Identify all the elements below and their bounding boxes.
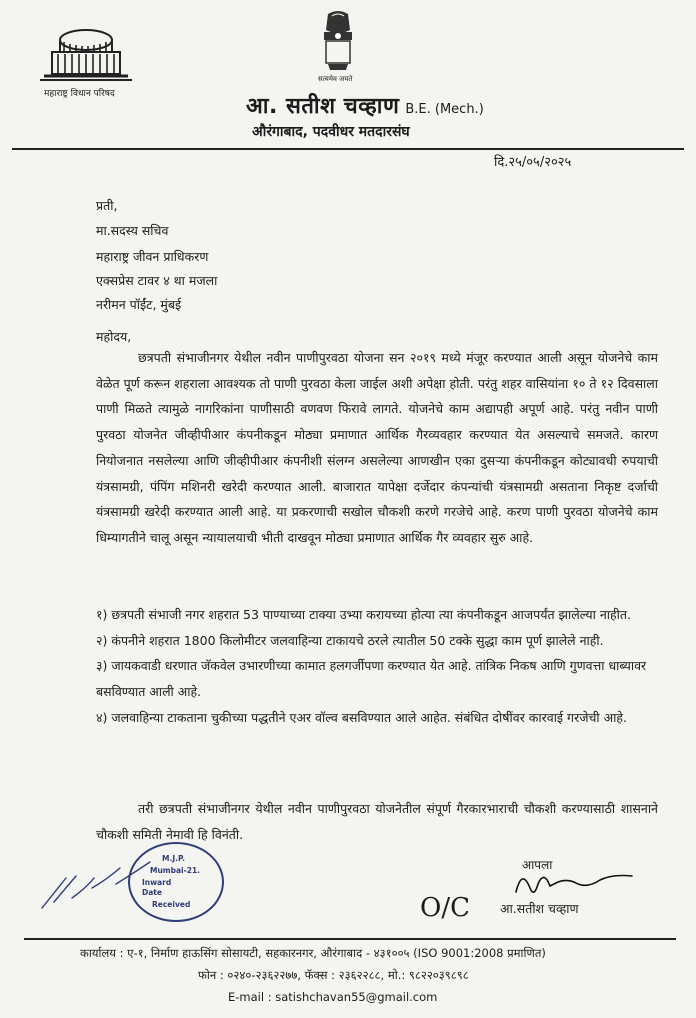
header-divider <box>12 148 684 150</box>
received-stamp <box>128 842 224 922</box>
oc-mark: O/C <box>420 893 470 923</box>
sender-degree: B.E. (Mech.) <box>405 102 484 117</box>
council-label: महाराष्ट्र विधान परिषद <box>44 89 115 99</box>
addressee-prefix: प्रती, <box>96 198 118 213</box>
stamp-status: Received <box>152 900 191 909</box>
emblem-motto: सत्यमेव जयते <box>318 75 353 83</box>
list-item: १) छत्रपती संभाजी नगर शहरात 53 पाण्याच्या टाक्या उभ्या करायच्या होत्या त्या कंपनीकडून आजपर्यंत झालेल्या नाहीत. <box>96 607 632 622</box>
sender-header <box>246 90 484 120</box>
lion-capital-icon <box>312 8 364 80</box>
sender-name: आ. सतीश चव्हाण <box>246 94 400 119</box>
addressee-line-4: नरीमन पॉईंट, मुंबई <box>96 297 182 312</box>
signature-greeting: आपला <box>522 858 553 872</box>
footer-email: E-mail : satishchavan55@gmail.com <box>228 990 438 1004</box>
list-item: ४) जलवाहिन्या टाकताना चुकीच्या पद्धतीने एअर वॉल्व बसविण्यात आले आहेत. संबंधित दोषींवर कारवाई गरजेची आहे. <box>96 709 628 725</box>
closing-paragraph: तरी छत्रपती संभाजीनगर येथील नवीन पाणीपुरवठा योजनेतील संपूर्ण गैरकारभाराची चौकशी करण्यासाठी शासनाने चौकशी समिती नेमावी हि विनंती. <box>96 801 658 842</box>
legislature-building-icon <box>36 22 136 88</box>
footer-divider <box>24 938 676 940</box>
letter-date: दि.२५/०५/२०२५ <box>494 155 572 170</box>
points-list <box>96 602 658 731</box>
addressee-line-2: महाराष्ट्र जीवन प्राधिकरण <box>96 249 209 264</box>
signatory-name: आ.सतीश चव्हाण <box>500 901 579 916</box>
stamp-date-label: Date <box>142 888 162 897</box>
list-item: २) कंपनीने शहरात 1800 किलोमीटर जलवाहिन्या टाकायचे ठरले त्यातील 50 टक्के सुद्धा काम पूर्ण झालेले नाही. <box>96 632 604 648</box>
signature-scribble <box>508 862 638 902</box>
stamp-city: Mumbai-21. <box>150 866 201 875</box>
national-emblem <box>312 8 364 80</box>
footer-phone: फोन : ०२४०-२३६२२७७, फॅक्स : २३६२२८८, मो.: ९८२२०३९८९८ <box>198 968 469 982</box>
addressee-line-1: मा.सदस्य सचिव <box>96 223 169 238</box>
addressee-line-3: एक्सप्रेस टावर ४ था मजला <box>96 273 218 288</box>
footer-office-address: कार्यालय : ए-१, निर्माण हाऊसिंग सोसायटी, सहकारनगर, औरंगाबाद - ४३१००५ (ISO 9001:2008 प्रमाणित) <box>80 946 546 960</box>
stamp-top: M.J.P. <box>162 854 185 863</box>
sender-constituency: औरंगाबाद, पदवीधर मतदारसंघ <box>252 124 410 140</box>
stamp-inward: Inward <box>142 878 172 887</box>
salutation: महोदय, <box>96 329 132 344</box>
list-item: ३) जायकवाडी धरणात जॅकवेल उभारणीच्या कामात हलगर्जीपणा करण्यात येत आहे. तांत्रिक निकष आणि गुणवत्ता धाब्यावर बसविण्यात आली आहे. <box>96 658 647 700</box>
main-paragraph: छत्रपती संभाजीनगर येथील नवीन पाणीपुरवठा योजना सन २०१९ मध्ये मंजूर करण्यात आली असून योजनेचे काम वेळेत पूर्ण करून शहराला आवश्यक तो पाणी पुरवठा केला जाईल अशी अपेक्षा होती. परंतु शहर वासियांना १० ते १२ दिवसाला पाणी मिळते त्यामुळे नागरिकांना पाणीसाठी वणवण फिरावे लागते. योजनेचे काम अद्यापही अपूर्ण आहे. परंतु नवीन पाणी पुरवठा योजनेत जीव्हीपीआर कंपनीकडून मोठ्या प्रमाणात आर्थिक गैरव्यवहार करण्यात येत असल्याचे समजते. कारण नियोजनात नसलेल्या आणि जीव्हीपीआर कंपनीशी संलग्न असलेल्या आणखीन एका दुसऱ्या कंपनीकडून कोट्यावधी रुपयाची यंत्रसामग्री, पंपिंग मशिनरी खरेदी करण्यात आली. बाजारात यापेक्षा दर्जेदार कंपन्यांची यंत्रसामग्री असताना निकृष्ट दर्जाची यंत्रसामग्री खरेदी करण्यात आली आहे. या प्रकरणाची सखोल चौकशी करणे गरजेचे आहे. करण पाणी पुरवठा योजनेचे काम धिम्यागतीने चालू असून न्यायालयाची भीती दाखवून मोठ्या प्रमाणात आर्थिक गैर व्यवहार सुरु आहे. <box>96 350 658 545</box>
